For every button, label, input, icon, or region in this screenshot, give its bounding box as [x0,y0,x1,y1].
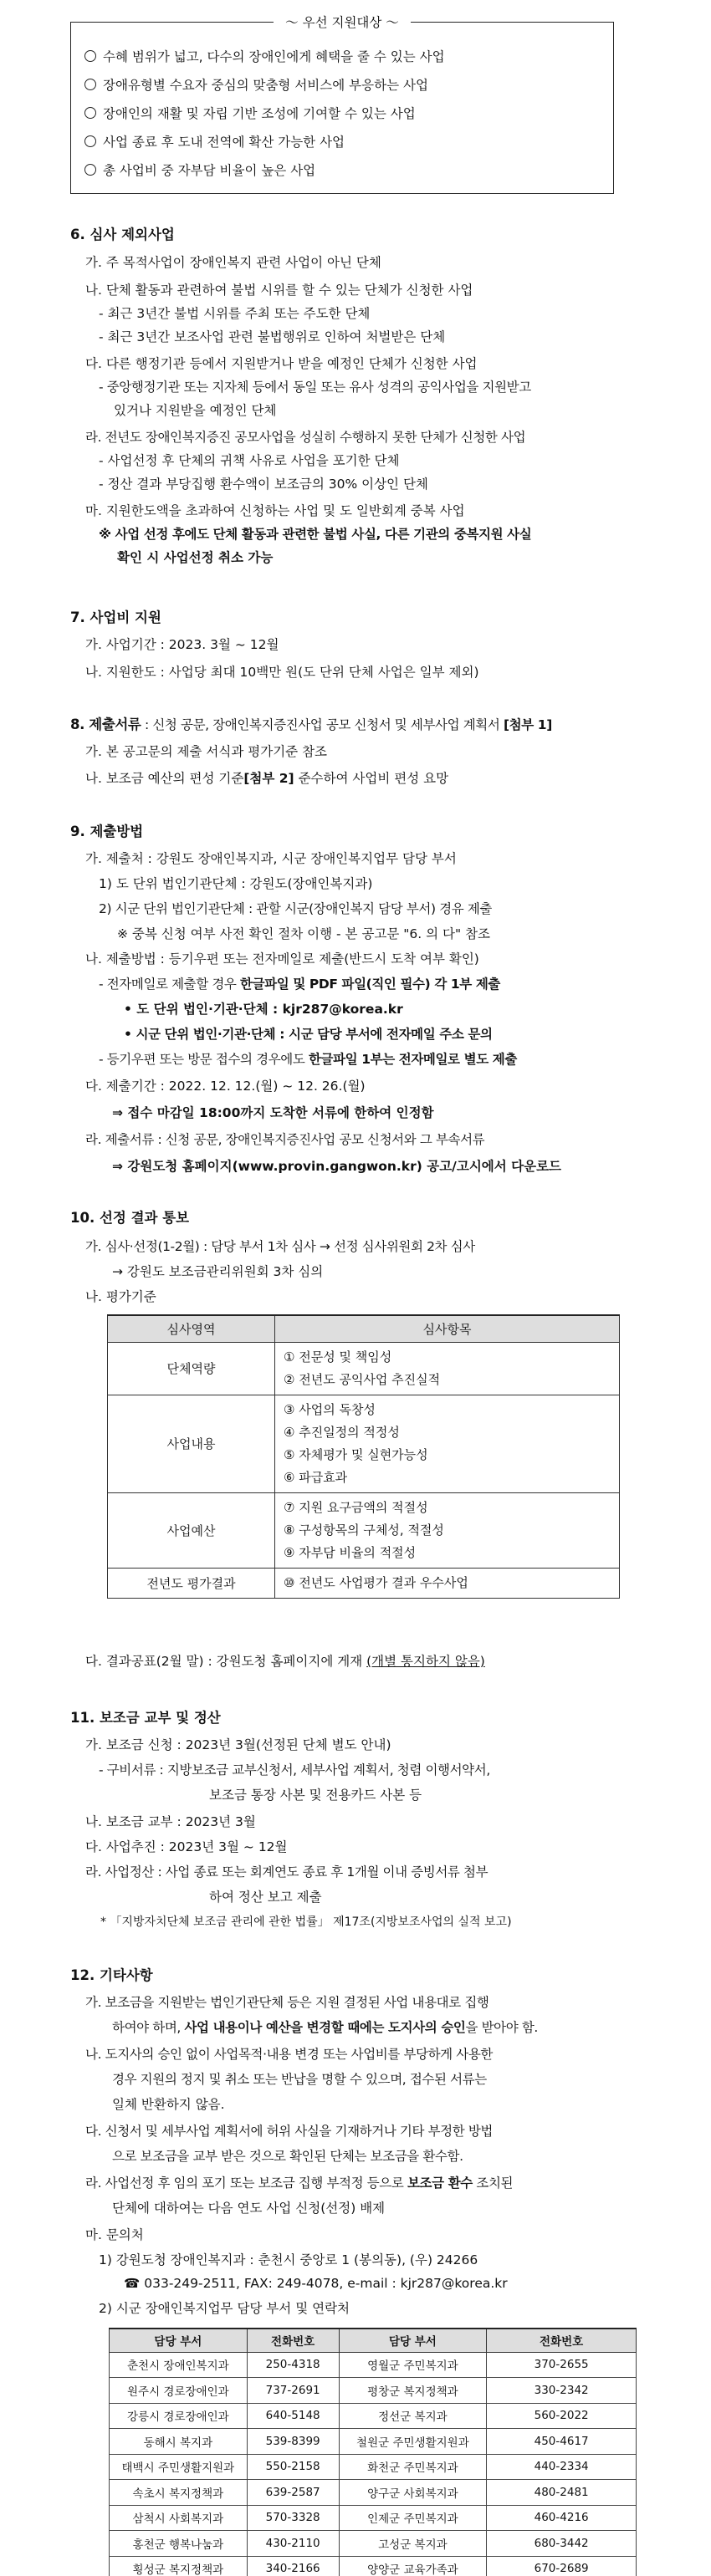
s12-line: 2) 시군 장애인복지업무 담당 부서 및 연락처 [99,2301,350,2316]
table-row: 사업내용 ③ 사업의 독창성 ④ 추진일정의 적정성 ⑤ 자체평가 및 실현가능성 ⑥ 파급효과 [108,1395,620,1492]
s12-line: 일체 반환하지 않음. [112,2097,225,2112]
s11-line: 하여 정산 보고 제출 [209,1890,322,1905]
table-row: 태백시 주민생활지원과 550-2158 화천군 주민복지과 440-2334 [110,2454,637,2480]
table-header: 심사영역 [108,1315,275,1342]
table-row: 홍천군 행복나눔과 430-2110 고성군 복지과 680-3442 [110,2531,637,2557]
s6-note: 확인 시 사업선정 취소 가능 [117,550,274,565]
s6-line: 다. 다른 행정기관 등에서 지원받거나 받을 예정인 단체가 신청한 사업 [85,356,478,371]
table-row: 횡성군 복지정책과 340-2166 양양군 교육가족과 670-2689 [110,2556,637,2576]
s9-line: ⇒ 접수 마감일 18:00까지 도착한 서류에 한하여 인정함 [112,1105,434,1120]
table-row: 전년도 평가결과 ⑩ 전년도 사업평가 결과 우수사업 [108,1568,620,1598]
section-12-heading: 12. 기타사항 [70,1967,153,1983]
table-header: 전화번호 [487,2329,637,2352]
s12-contact-line: ☎ 033-249-2511, FAX: 249-4078, e-mail : kjr287@korea.kr [124,2276,508,2291]
circle-bullet-icon [84,50,96,62]
section-6-heading: 6. 심사 제외사업 [70,227,175,242]
s12-line: 다. 신청서 및 세부사업 계획서에 허위 사실을 기재하거나 기타 부정한 방법 [85,2124,493,2139]
s6-line: - 최근 3년간 보조사업 관련 불법행위로 인하여 처벌받은 단체 [99,329,446,344]
section-11-heading: 11. 보조금 교부 및 정산 [70,1710,221,1726]
priority-item: 장애유형별 수요자 중심의 맞춤형 서비스에 부응하는 사업 [84,71,445,99]
circle-bullet-icon [84,79,96,90]
priority-item: 총 사업비 중 자부담 비율이 높은 사업 [84,156,445,185]
s12-line: 가. 보조금을 지원받는 법인기관단체 등은 지원 결정된 사업 내용대로 집행 [85,1995,489,2010]
s12-line: 1) 강원도청 장애인복지과 : 춘천시 중앙로 1 (봉의동), (우) 24266 [99,2252,478,2267]
section-9-heading: 9. 제출방법 [70,824,144,839]
s11-line: - 구비서류 : 지방보조금 교부신청서, 세부사업 계획서, 청렴 이행서약서, [99,1762,490,1778]
s6-line: - 정산 결과 부당집행 환수액이 보조금의 30% 이상인 단체 [99,477,428,492]
s6-line: - 중앙행정기관 또는 지자체 등에서 동일 또는 유사 성격의 공익사업을 지원받고 [99,380,531,395]
table-header: 심사항목 [275,1315,620,1342]
table-header: 담당 부서 [110,2329,248,2352]
evaluation-criteria-table [107,1314,620,1599]
section-8-heading: 8. 제출서류 : 신청 공문, 장애인복지증진사업 공모 신청서 및 세부사업 계획서 [첨부 1] [70,717,552,732]
s11-line: 보조금 통장 사본 및 전용카드 사본 등 [209,1788,422,1803]
s9-line: 다. 제출기간 : 2022. 12. 12.(월) ~ 12. 26.(월) [85,1079,366,1094]
s10-line: 다. 결과공표(2월 말) : 강원도청 홈페이지에 게재 (개별 통지하지 않음) [85,1654,485,1669]
s7-line: 나. 지원한도 : 사업당 최대 10백만 원(도 단위 단체 사업은 일부 제외) [85,665,479,680]
contact-table [109,2328,637,2576]
s9-line: 가. 제출처 : 강원도 장애인복지과, 시군 장애인복지업무 담당 부서 [85,851,457,866]
table-header-row [110,2329,637,2352]
s6-line: - 사업선정 후 단체의 귀책 사유로 사업을 포기한 단체 [99,453,400,468]
table-row: 사업예산 ⑦ 지원 요구금액의 적절성 ⑧ 구성항목의 구체성, 적절성 ⑨ 자부담 비율의 적절성 [108,1492,620,1568]
table-row: 속초시 복지정책과 639-2587 양구군 사회복지과 480-2481 [110,2480,637,2506]
s9-line: 1) 도 단위 법인기관단체 : 강원도(장애인복지과) [99,876,373,891]
s12-line: 라. 사업선정 후 임의 포기 또는 보조금 집행 부적정 등으로 보조금 환수 조치된 [85,2176,514,2191]
s12-line: 경우 지원의 정지 및 취소 또는 반납을 명할 수 있으며, 접수된 서류는 [112,2072,487,2087]
table-row: 춘천시 장애인복지과 250-4318 영월군 주민복지과 370-2655 [110,2352,637,2378]
s6-line: 나. 단체 활동과 관련하여 불법 시위를 할 수 있는 단체가 신청한 사업 [85,283,473,298]
circle-bullet-icon [84,107,96,119]
s11-line: 라. 사업정산 : 사업 종료 또는 회계연도 종료 후 1개월 이내 증빙서류 첨부 [85,1864,488,1880]
priority-item: 장애인의 재활 및 자립 기반 조성에 기여할 수 있는 사업 [84,99,445,128]
s6-line: 마. 지원한도액을 초과하여 신청하는 사업 및 도 일반회계 중복 사업 [85,503,465,518]
table-header-row [108,1315,620,1342]
s11-line: 나. 보조금 교부 : 2023년 3월 [85,1814,256,1829]
s6-line: 라. 전년도 장애인복지증진 공모사업을 성실히 수행하지 못한 단체가 신청한 사업 [85,430,526,445]
table-row: 삼척시 사회복지과 570-3328 인제군 주민복지과 460-4216 [110,2505,637,2531]
s6-line: 가. 주 목적사업이 장애인복지 관련 사업이 아닌 단체 [85,255,381,270]
table-row: 강릉시 경로장애인과 640-5148 정선군 복지과 560-2022 [110,2403,637,2429]
table-header: 전화번호 [247,2329,339,2352]
s8-line: 나. 보조금 예산의 편성 기준[첨부 2] 준수하여 사업비 편성 요망 [85,771,449,786]
priority-box-title: 〜 우선 지원대상 〜 [71,13,613,31]
s11-line: 다. 사업추진 : 2023년 3월 ~ 12월 [85,1839,288,1854]
s9-line: ※ 중복 신청 여부 사전 확인 절차 이행 - 본 공고문 "6. 의 다" 참조 [117,926,491,941]
circle-bullet-icon [84,135,96,147]
s9-line: 2) 시군 단위 법인기관단체 : 관할 시군(장애인복지 담당 부서) 경유 제출 [99,901,492,916]
s10-line: 나. 평가기준 [85,1289,156,1304]
s9-line: 라. 제출서류 : 신청 공문, 장애인복지증진사업 공모 신청서와 그 부속서류 [85,1132,485,1147]
s12-line: 하여야 하며, 사업 내용이나 예산을 변경할 때에는 도지사의 승인을 받아야 함. [112,2020,538,2035]
s6-line: 있거나 지원받을 예정인 단체 [114,403,277,418]
priority-support-box [70,15,614,194]
table-row: 동해시 복지과 539-8399 철원군 주민생활지원과 450-4617 [110,2429,637,2455]
s10-line: → 강원도 보조금관리위원회 3차 심의 [112,1264,324,1279]
s9-line: • 도 단위 법인·기관·단체 : kjr287@korea.kr [124,1002,403,1017]
circle-bullet-icon [84,164,96,176]
s9-line: • 시군 단위 법인·기관·단체 : 시군 담당 부서에 전자메일 주소 문의 [124,1027,493,1042]
s10-line: 가. 심사·선정(1-2월) : 담당 부서 1차 심사 → 선정 심사위원회 2차 심사 [85,1239,475,1254]
s11-footnote: * 「지방자치단체 보조금 관리에 관한 법률」 제17조(지방보조사업의 실적 보고) [100,1915,512,1929]
s9-line: ⇒ 강원도청 홈페이지(www.provin.gangwon.kr) 공고/고시에서 다운로드 [112,1159,562,1174]
s12-line: 단체에 대하여는 다음 연도 사업 신청(선정) 배제 [112,2201,386,2216]
s6-note: ※ 사업 선정 후에도 단체 활동과 관련한 불법 사실, 다른 기관의 중복지원 사실 [99,527,532,542]
priority-item: 수혜 범위가 넓고, 다수의 장애인에게 혜택을 줄 수 있는 사업 [84,43,445,71]
section-7-heading: 7. 사업비 지원 [70,610,161,625]
table-row: 단체역량 ① 전문성 및 책임성 ② 전년도 공익사업 추진실적 [108,1342,620,1395]
priority-list [84,43,445,185]
s9-line: - 등기우편 또는 방문 접수의 경우에도 한글파일 1부는 전자메일로 별도 제출 [99,1052,517,1067]
s7-line: 가. 사업기간 : 2023. 3월 ~ 12월 [85,637,279,652]
table-row: 원주시 경로장애인과 737-2691 평창군 복지정책과 330-2342 [110,2378,637,2404]
s12-line: 으로 보조금을 교부 받은 것으로 확인된 단체는 보조금을 환수함. [112,2149,463,2164]
priority-item: 사업 종료 후 도내 전역에 확산 가능한 사업 [84,128,445,156]
s9-line: 나. 제출방법 : 등기우편 또는 전자메일로 제출(반드시 도착 여부 확인) [85,951,479,967]
s9-line: - 전자메일로 제출할 경우 한글파일 및 PDF 파일(직인 필수) 각 1부 제출 [99,977,500,992]
table-header: 담당 부서 [339,2329,487,2352]
s12-line: 마. 문의처 [85,2227,144,2242]
s11-line: 가. 보조금 신청 : 2023년 3월(선정된 단체 별도 안내) [85,1737,391,1752]
s8-line: 가. 본 공고문의 제출 서식과 평가기준 참조 [85,744,328,759]
section-10-heading: 10. 선정 결과 통보 [70,1210,190,1226]
s12-line: 나. 도지사의 승인 없이 사업목적·내용 변경 또는 사업비를 부당하게 사용한 [85,2047,493,2062]
s6-line: - 최근 3년간 불법 시위를 주최 또는 주도한 단체 [99,306,371,321]
